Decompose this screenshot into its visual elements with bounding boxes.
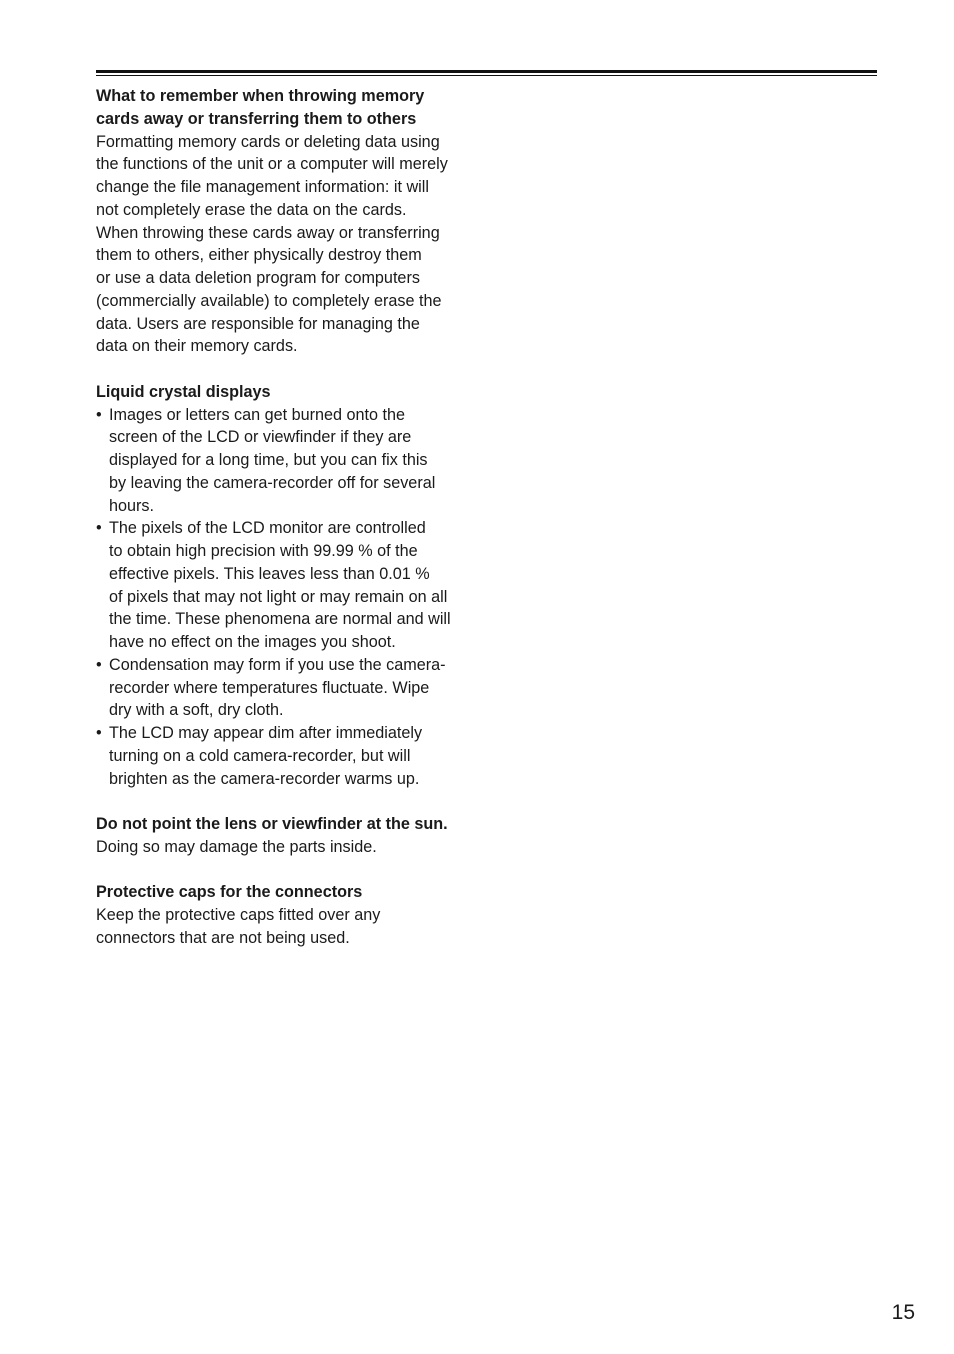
text-line: data. Users are responsible for managing the: [96, 314, 420, 333]
text-line: The LCD may appear dim after immediately: [109, 724, 423, 742]
section-lcd: [96, 381, 476, 791]
text-line: Condensation may form if you use the camera-: [109, 655, 446, 674]
section-heading-sun: Do not point the lens or viewfinder at the sun.: [96, 815, 448, 833]
list-item: [96, 722, 476, 790]
text-line: turning on a cold camera-recorder, but will: [109, 746, 411, 765]
text-line: (commercially available) to completely erase the: [96, 291, 442, 310]
text-line: of pixels that may not light or may remain on all: [109, 587, 448, 606]
text-line: or use a data deletion program for computers: [96, 269, 420, 287]
text-line: displayed for a long time, but you can fix this: [109, 451, 428, 469]
text-line: them to others, either physically destroy them: [96, 246, 422, 265]
list-item: [96, 517, 476, 654]
section-heading-lcd: Liquid crystal displays: [96, 382, 271, 401]
text-line: Keep the protective caps fitted over any: [96, 906, 381, 924]
header-rule-thick: [96, 70, 877, 73]
text-line: dry with a soft, dry cloth.: [109, 701, 284, 720]
paragraph-memory-cards: [96, 131, 476, 359]
text-line: screen of the LCD or viewfinder if they are: [109, 428, 412, 447]
list-item: [96, 404, 476, 518]
text-line: connectors that are not being used.: [96, 928, 350, 947]
section-protective-caps: [96, 881, 476, 949]
text-line: data on their memory cards.: [96, 337, 298, 356]
header-rule-thin: [96, 75, 877, 76]
bullet-icon: •: [96, 405, 102, 424]
list-item: [96, 654, 476, 722]
bullet-icon: •: [96, 655, 102, 674]
text-line: change the file management information: it will: [96, 178, 429, 196]
text-line: recorder where temperatures fluctuate. Wipe: [109, 678, 430, 697]
text-line: effective pixels. This leaves less than 0.01 %: [109, 564, 430, 583]
text-line: the functions of the unit or a computer will merely: [96, 155, 448, 174]
text-line: to obtain high precision with 99.99 % of the: [109, 542, 418, 560]
text-line: Formatting memory cards or deleting data using: [96, 132, 440, 151]
section-heading-protective-caps: Protective caps for the connectors: [96, 883, 363, 902]
heading-line: What to remember when throwing memory: [96, 87, 425, 105]
text-line: Images or letters can get burned onto the: [109, 405, 406, 424]
text-line: When throwing these cards away or transferring: [96, 223, 440, 242]
lcd-bullet-list: [96, 404, 476, 791]
section-memory-cards: [96, 85, 476, 358]
section-heading-memory-cards: [96, 85, 476, 131]
text-line: have no effect on the images you shoot.: [109, 633, 396, 651]
text-line: hours.: [109, 496, 154, 515]
bullet-icon: •: [96, 724, 102, 742]
text-column: [96, 85, 476, 950]
text-line: the time. These phenomena are normal and will: [109, 610, 451, 629]
text-line: brighten as the camera-recorder warms up.: [109, 769, 420, 788]
bullet-icon: •: [96, 519, 102, 538]
paragraph-sun: [96, 836, 476, 859]
page-number: 15: [891, 1301, 915, 1324]
text-line: not completely erase the data on the cards.: [96, 200, 407, 219]
text-line: by leaving the camera-recorder off for several: [109, 473, 436, 492]
text-line: Doing so may damage the parts inside.: [96, 837, 377, 856]
section-sun: [96, 813, 476, 859]
heading-line: cards away or transferring them to others: [96, 109, 417, 128]
paragraph-protective-caps: [96, 904, 476, 950]
text-line: The pixels of the LCD monitor are controlled: [109, 519, 426, 538]
